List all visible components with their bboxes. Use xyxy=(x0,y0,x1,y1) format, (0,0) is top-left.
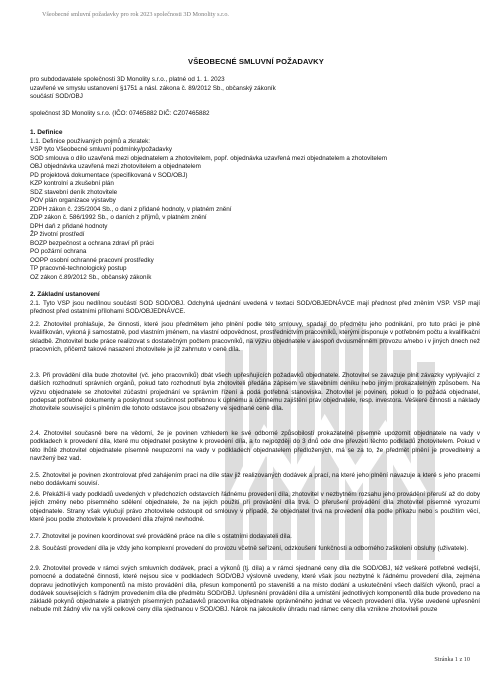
section-heading: 1. Definice xyxy=(30,129,63,136)
document-title: VŠEOBECNÉ SMLUVNÍ POŽADAVKY xyxy=(188,57,324,66)
definition-item: ŽP životní prostředí xyxy=(30,231,85,238)
definition-item: DPH daň z přidané hodnoty xyxy=(30,222,108,230)
clause-paragraph: 2.1. Tyto VSP jsou nedílnou součástí SOD SOD/OBJ. Odchylná ujednání uvedená v textaci SOD/OBJEDNÁVCE mají přednost před zněním VSP. VSP mají přednost před ostatními přílohami SOD/OBJEDNÁVCE. xyxy=(30,299,480,315)
definition-item: KZP kontrolní a zkušební plán xyxy=(30,180,114,187)
clause-paragraph: 2.2. Zhotovitel prohlašuje, že činnosti, které jsou předmětem jeho plnění podle této smlouvy, spadají do předmětu jeho podnikání, pro tuto práci je plně kvalifikován, vykoná ji samostatně, pod vlastním jménem, na vlastní odpovědnost, prostřednictvím pracovníků, kterými disponuje v potřebném počtu a kvalifikační skladbě. Zhotovitel bude práce realizovat s dostatečným počtem pracovníků, na výzvu objednatele v alespoň dvousměnném provozu a/nebo i v jiných dnech než pracovních, přičemž takové nasazení zhotovitele je již zahrnuto v ceně díla. xyxy=(30,321,480,353)
clause-paragraph: 2.6. Překážlí-li vady podkladů uvedených v předchozích odstavcích řádnému provedení díla, zhotovitel v nezbytném rozsahu jeho provádění přeruší až do doby jejich změny nebo písemného sdělení objednatele, že na jejich použití při provádění díla trvá. O přerušení provádění díla zhotovitel písemně vyrozumí objednatele. Strany však vylučují právo zhotovitele odstoupit od smlouvy v případě, že objednatel trvá na provedení díla podle příkazu nebo s použitím věcí, které jsou podle zhotovitele k provedení díla zřejmě nevhodné. xyxy=(30,491,480,523)
clause-paragraph: 2.4. Zhotovitel současně bere na vědomí, že je povinen vzhledem ke své odborné způsobilosti prokazatelně písemně upozornit objednatele na vady v podkladech k provedení díla, které mu objednatel poskytne k provedení díla, a to nejpozději do 3 dnů ode dne převzetí těchto podkladů zhotovitelem. Pokud v této lhůtě zhotovitel objednatele písemně neupozorní na vady v podkladech objednatelem předložených, má se za to, že předmět plnění je proveditelný a navržený bez vad. xyxy=(30,430,480,462)
intro-line: součástí SOD/OBJ xyxy=(30,93,83,100)
definition-item: POV plán organizace výstavby xyxy=(30,197,116,204)
intro-line: pro subdodavatele společnosti 3D Monolity s.r.o., platné od 1. 1. 2023 xyxy=(30,76,225,83)
subsection-heading: 1.1. Definice používaných pojmů a zkratek: xyxy=(30,137,151,145)
clause-paragraph: 2.3. Při provádění díla bude zhotovitel (vč. jeho pracovníků) dbát všech upřesňujících požadavků objednatele. Zhotovitel se zavazuje plnit závazky vyplývající z dalších rozhodnutí správních orgánů, pokud tato rozhodnutí byla zhotoviteli předána zápisem ve stavebním deníku nebo jiným prokazatelným způsobem. Na výzvu objednatele se zhotovitel zúčastní projednání ve správním řízení a podá potřebná stanoviska. Zhotovitel je povinen, pokud o to požádá objednatel, podepsat potřebné dokumenty a poskytnout součinnost potřebnou k úplnému a účinnému zajištění práv objednatele, resp. investora. Veškeré činnosti a náklady zhotovitele související s plněním dle tohoto odstavce jsou obsaženy ve sjednané ceně díla. xyxy=(30,372,480,412)
company-line: společnost 3D Monolity s.r.o. (IČO: 07465882 DIČ: CZ07465882 xyxy=(30,110,210,117)
definition-item: OZ zákon č.89/2012 Sb., občanský zákoník xyxy=(30,273,152,281)
definition-item: VSP tyto Všeobecné smluvní podmínky/požadavky xyxy=(30,146,172,153)
definition-item: PO požární ochrana xyxy=(30,248,87,255)
definition-item: PD projektová dokumentace (specifikovaná v SOD/OBJ) xyxy=(30,171,188,179)
definition-item: OOPP osobní ochranné pracovní prostředky xyxy=(30,256,154,264)
definition-item: TP pracovně-technologický postup xyxy=(30,265,127,272)
clause-paragraph: 2.7. Zhotovitel je povinen koordinovat své prováděné práce na díle s ostatními dodavateli díla. xyxy=(30,533,292,540)
definition-item: SDZ stavební deník zhotovitele xyxy=(30,188,118,196)
definition-item: OBJ objednávka uzavřená mezi zhotovitelem a objednatelem xyxy=(30,163,201,170)
section-heading: 2. Základní ustanovení xyxy=(30,291,100,298)
definition-item: ZDP zákon č. 586/1992 Sb., o daních z příjmů, v platném znění xyxy=(30,214,207,221)
definition-item: ZDPH zákon č. 235/2004 Sb., o dani z přidané hodnoty, v platném znění xyxy=(30,205,232,213)
intro-line: uzavřené ve smyslu ustanovení §1751 a násl. zákona č. 89/2012 Sb., občanský zákoník xyxy=(30,84,276,92)
clause-paragraph: 2.8. Součástí provedení díla je vždy jeho komplexní provedení do provozu včetně seřízení, odzkoušení funkčnosti a odborného zaškolení obsluhy (uživatele). xyxy=(30,545,469,552)
running-header: Všeobecné smluvní požadavky pro rok 2023 společnosti 3D Monolity s.r.o. xyxy=(42,11,229,18)
page-number: Stránka 1 z 10 xyxy=(434,656,470,663)
clause-paragraph: 2.9. Zhotovitel provede v rámci svých smluvních dodávek, prací a výkonů (tj. díla) a v rámci sjednané ceny díla dle SOD/OBJ, též veškeré potřebné vedlejší, pomocné a dodatečné činnosti, které nejsou sice v podkladech SOD/OBJ výslovně uvedeny, které však jsou nezbytné k řádnému provedení díla, zejména dopravu jednotlivých komponentů na místo provádění díla, přesun komponentů po staveništi a na místo dodání a uskutečnění všech dalších výkonů, prací a dodávek souvisejících s řádným provedením díla dle předmětu SOD/OBJ. Upřesnění provádění díla a umístění jednotlivých komponentů díla bude provedeno na základě pokynů objednatele a platných písemných požadavků pracovníka objednatele oprávněného jednat ve věcech provedení díla. Výše uvedené upřesnění nebude mít žádný vliv na výši celkové ceny díla sjednanou v SOD/OBJ. Nárok na jakoukoliv úhradu nad rámec ceny díla vznikne zhotoviteli pouze xyxy=(30,565,480,614)
definition-item: BOZP bezpečnost a ochrana zdraví při práci xyxy=(30,239,154,247)
definition-item: SOD smlouva o dílo uzavřená mezi objednatelem a zhotovitelem, popř. objednávka uzavřená mezi objednatelem a zhotovitelem xyxy=(30,154,388,162)
clause-paragraph: 2.5. Zhotovitel je povinen zkontrolovat před zahájením prací na díle stav již realizovaných dodávek a prací, na které jeho plnění navazuje a které s jeho pracemi nebo dodávkami souvisí. xyxy=(30,472,480,488)
